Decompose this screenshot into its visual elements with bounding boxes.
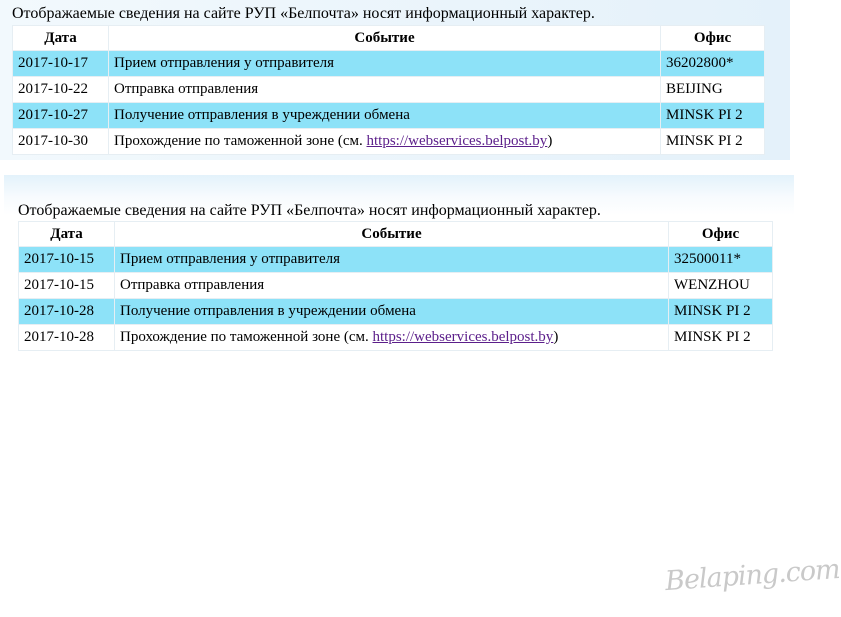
cell-office: MINSK PI 2 [669, 325, 773, 351]
table-row [13, 51, 765, 77]
table-row [19, 273, 773, 299]
cell-event: Прием отправления у отправителя [115, 247, 669, 273]
site-watermark: Belaping.com [664, 553, 841, 598]
cell-date: 2017-10-15 [19, 273, 115, 299]
column-header-office: Офис [669, 222, 773, 247]
tracking-table [12, 25, 765, 155]
table-row [13, 77, 765, 103]
cell-event: Отправка отправления [109, 77, 661, 103]
cell-office: 32500011* [669, 247, 773, 273]
table-header-row [13, 26, 765, 51]
table-row [19, 299, 773, 325]
column-header-office: Офис [661, 26, 765, 51]
cell-event [109, 129, 661, 155]
belpost-webservices-link[interactable]: https://webservices.belpost.by [366, 133, 548, 149]
column-header-date: Дата [19, 222, 115, 247]
cell-event [115, 325, 669, 351]
cell-office: WENZHOU [669, 273, 773, 299]
cell-date: 2017-10-27 [13, 103, 109, 129]
column-header-event: Событие [115, 222, 669, 247]
table-row [13, 129, 765, 155]
column-header-event: Событие [109, 26, 661, 51]
cell-event: Отправка отправления [115, 273, 669, 299]
cell-event: Получение отправления в учреждении обмена [109, 103, 661, 129]
column-header-date: Дата [13, 26, 109, 51]
cell-event: Прием отправления у отправителя [109, 51, 661, 77]
event-text-suffix: ) [547, 133, 553, 149]
tracking-panel-1 [0, 0, 790, 160]
cell-event: Получение отправления в учреждении обмена [115, 299, 669, 325]
cell-date: 2017-10-22 [13, 77, 109, 103]
event-text-suffix: ) [553, 329, 559, 345]
table-row [19, 325, 773, 351]
tracking-panel-2 [4, 175, 794, 350]
cell-office: MINSK PI 2 [661, 103, 765, 129]
cell-date: 2017-10-30 [13, 129, 109, 155]
table-header-row [19, 222, 773, 247]
cell-date: 2017-10-17 [13, 51, 109, 77]
tracking-table [18, 221, 773, 351]
event-text-prefix: Прохождение по таможенной зоне (см. [120, 329, 373, 345]
cell-office: MINSK PI 2 [661, 129, 765, 155]
table-row [19, 247, 773, 273]
belpost-webservices-link[interactable]: https://webservices.belpost.by [372, 329, 554, 345]
cell-office: MINSK PI 2 [669, 299, 773, 325]
event-text-prefix: Прохождение по таможенной зоне (см. [114, 133, 367, 149]
cell-office: 36202800* [661, 51, 765, 77]
info-notice: Отображаемые сведения на сайте РУП «Белпочта» носят информационный характер. [18, 202, 601, 219]
table-row [13, 103, 765, 129]
cell-date: 2017-10-15 [19, 247, 115, 273]
cell-date: 2017-10-28 [19, 299, 115, 325]
info-notice: Отображаемые сведения на сайте РУП «Белпочта» носят информационный характер. [12, 5, 595, 22]
cell-date: 2017-10-28 [19, 325, 115, 351]
cell-office: BEIJING [661, 77, 765, 103]
